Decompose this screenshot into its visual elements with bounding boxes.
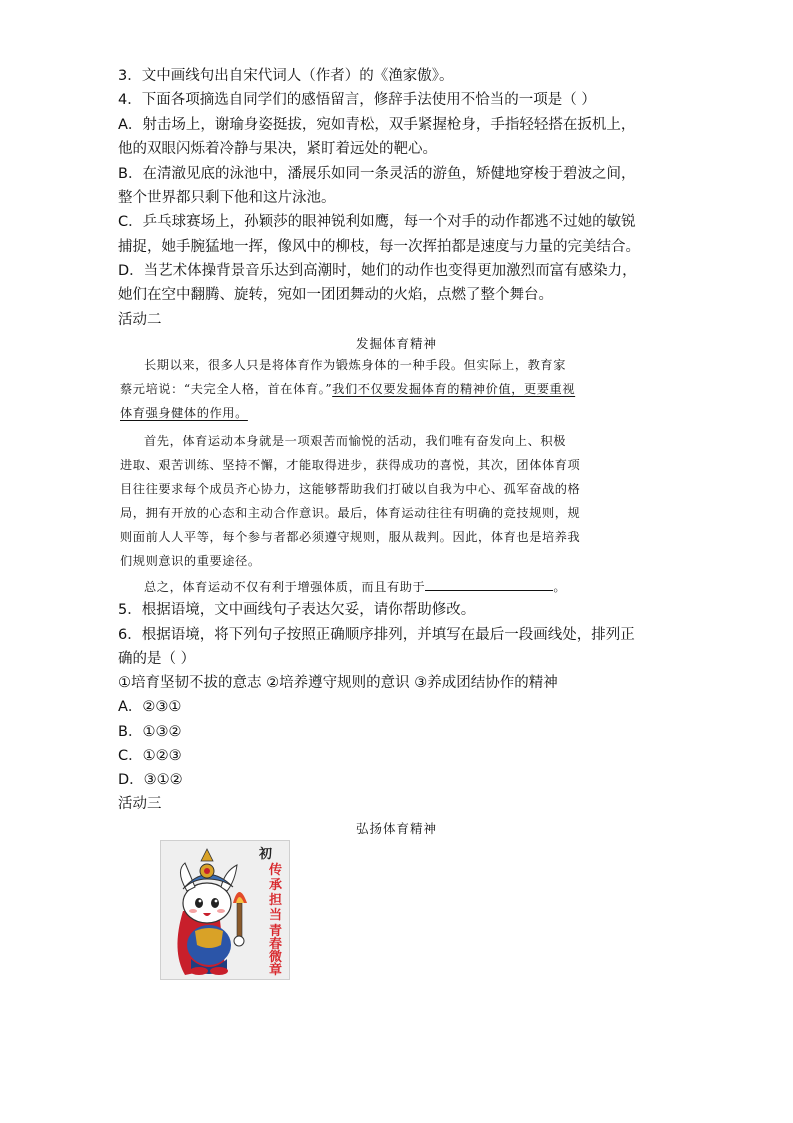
passage-line: 进取、艰苦训练、坚持不懈，才能取得进步，获得成功的喜悦，其次，团体体育项 <box>120 458 581 472</box>
activity-2-heading: 活动二 <box>118 312 162 328</box>
passage-line: 长期以来，很多人只是将体育作为锻炼身体的一种手段。但实际上，教育家 <box>144 358 566 372</box>
option-c-line1: C．乒乓球赛场上，孙颖莎的眼神锐利如鹰，每一个对手的动作都逃不过她的敏锐 <box>118 214 636 230</box>
poster-slogan-2: 青春微章 <box>269 924 283 978</box>
option-d-line2: 她们在空中翻腾、旋转，宛如一团团舞动的火焰，点燃了整个舞台。 <box>118 287 553 303</box>
option-d-line1: D．当艺术体操背景音乐达到高潮时，她们的动作也变得更加激烈而富有感染力， <box>118 263 637 279</box>
question-3: 3．文中画线句出自宋代词人（作者）的《渔家傲》。 <box>118 68 454 84</box>
option-a-line2: 他的双眼闪烁着冷静与果决，紧盯着远处的靶心。 <box>118 141 437 157</box>
option-b-line2: 整个世界都只剩下他和这片泳池。 <box>118 190 336 206</box>
passage-line: 们规则意识的重要途径。 <box>120 554 261 568</box>
conclusion-text: 总之，体育运动不仅有利于增强体质，而且有助于 <box>144 580 426 594</box>
passage-line <box>120 380 575 398</box>
question-6-line1: 6．根据语境，将下列句子按照正确顺序排列，并填写在最后一段画线处，排列正 <box>118 627 635 643</box>
answer-blank[interactable] <box>425 578 553 591</box>
quote-text: 蔡元培说：“夫完全人格，首在体育。” <box>120 382 333 396</box>
question-4-stem: 4．下面各项摘选自同学们的感悟留言，修辞手法使用不恰当的一项是（ ） <box>118 92 596 108</box>
passage-line: 局，拥有开放的心态和主动合作意识。最后，体育运动往往有明确的竞技规则，规 <box>120 506 581 520</box>
option-c-line2: 捕捉，她手腕猛地一挥，像风中的柳枝，每一次挥拍都是速度与力量的完美结合。 <box>118 239 640 255</box>
passage-line: 则面前人人平等，每个参与者都必须遵守规则，服从裁判。因此，体育也是培养我 <box>120 530 581 544</box>
conclusion-end: 。 <box>553 580 567 594</box>
underlined-sentence-end: 体育强身健体的作用。 <box>120 406 248 420</box>
question-6-option-a: A．②③① <box>118 699 182 715</box>
question-6-option-c: C．①②③ <box>118 748 182 764</box>
question-6-items: ①培育坚韧不拔的意志 ②培养遵守规则的意识 ③养成团结协作的精神 <box>118 675 558 691</box>
question-5: 5．根据语境，文中画线句子表达欠妥，请你帮助修改。 <box>118 602 476 618</box>
poster-slogan-1: 传承担当 <box>269 863 283 923</box>
passage-title: 发掘体育精神 <box>355 336 437 351</box>
passage-line: 首先，体育运动本身就是一项艰苦而愉悦的活动，我们唯有奋发向上、积极 <box>144 434 566 448</box>
mascot-poster-image <box>160 840 290 980</box>
poster-corner-text: 初 <box>259 847 273 862</box>
passage-body <box>120 356 676 578</box>
question-6-option-d: D．③①② <box>118 772 183 788</box>
option-a-line1: A．射击场上，谢瑜身姿挺拔，宛如青松，双手紧握枪身，手指轻轻搭在扳机上， <box>118 117 636 133</box>
activity-3-heading: 活动三 <box>118 796 162 812</box>
question-6-option-b: B．①③② <box>118 724 182 740</box>
question-6-line2: 确的是（ ） <box>118 651 196 667</box>
underlined-sentence: 我们不仅要发掘体育的精神价值，更要重视 <box>332 382 576 396</box>
conclusion-line <box>144 578 566 596</box>
passage-line: 目往往要求每个成员齐心协力，这能够帮助我们打破以自我为中心、孤军奋战的格 <box>120 482 581 496</box>
section-3-title: 弘扬体育精神 <box>355 821 437 836</box>
passage-conclusion <box>120 578 676 598</box>
option-b-line1: B．在清澈见底的泳池中，潘展乐如同一条灵活的游鱼，矫健地穿梭于碧波之间， <box>118 166 636 182</box>
